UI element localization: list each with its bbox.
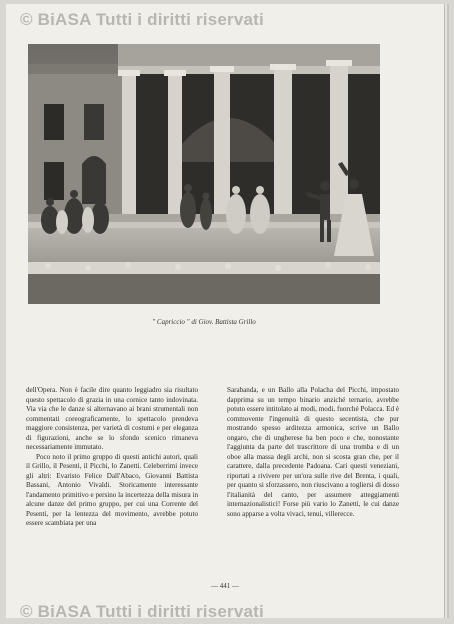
document-page [6,4,444,621]
figure-caption: " Capriccio " di Giov. Battista Grillo [152,318,256,326]
text-column-left [26,386,198,529]
villa-ballet-photo [28,44,380,304]
paragraph: Poco noto il primo gruppo di questi antichi autori, quali il Grillo, il Pesenti, il Picchi, lo Zanetti. Celeberrimi invece gli altri: Evaristo Felice Dall'Abaco, Giovanni Battista Bassani, Antonio Vivaldi. Storicamente interessante l'andamento primitivo e persino la incertezza della misura in alcune danze del primo gruppo, per cui una Corrente del Pesenti, per la lentezza del movimento, avrebbe potuto essere scambiata per una [26,452,198,527]
paragraph: Sarabanda, e un Ballo alla Polacha del Picchi, impostato dapprima su un tempo binario anziché ternario, avrebbe potuto essere intitolato ai modi, modi, fuorché Polacca. Ed è commovente l'ingenuità di questo secentista, che pur mostrando spesso arditezza armonica, scrive un Ballo ongaro, che di ungherese ha ben poco e che, nonostante l'aggiunta da parte del trascrittore di una tromba e di un oboe alla massa degli archi, non si scosta gran che, per il carattere, dalla precedente Padoana. Cari questi veneziani, riportati a rivivere per un'ora sulle rive del Brenta, i quali, per quanto si sforzassero, non riuscivano a togliersi di dosso l'italianità del canto, per assumere atteggiamenti internazionalistici! Forse più vario lo Zanetti, le cui danze sono apparse a volta vivaci, tenui, villerecce. [227,386,399,518]
photograph [28,44,380,304]
watermark-top: © BiASA Tutti i diritti riservati [20,10,264,29]
watermark-bottom: © BiASA Tutti i diritti riservati [20,602,264,621]
page-number: — 441 — [211,582,239,590]
text-column-right [227,386,399,519]
paragraph: dell'Opera. Non è facile dire quanto leggiadro sia risultato questo spettacolo di grazia in una cornice tanto indovinata. Via via che le danze si alternavano ai brani strumentali non commentati coreograficamente, lo spettacolo prendeva maggiore consistenza, per varietà di costumi e per eleganza di figurazioni, anche se lo sfondo scenico rimaneva necessariamente immutato. [26,386,198,451]
